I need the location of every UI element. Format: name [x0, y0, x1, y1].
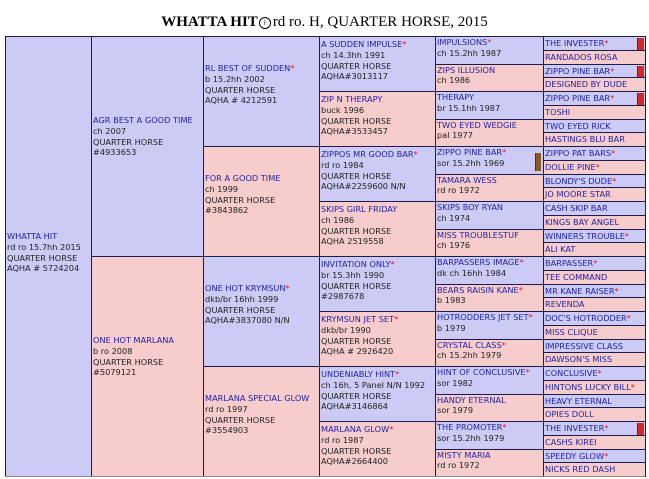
horse-name-link[interactable]: THE INVESTER: [545, 423, 605, 433]
horse-detail-line: sor 15.2hh 1969: [437, 157, 505, 168]
ancestor-gen5-cell[interactable]: [543, 50, 646, 65]
horse-name-link[interactable]: REVENDA: [545, 299, 585, 310]
ancestor-gen5-cell[interactable]: [543, 174, 646, 189]
horse-name-link[interactable]: ONE HOT KRYMSUN: [205, 283, 286, 293]
horse-name-line: [545, 51, 644, 64]
horse-name-line: [205, 283, 318, 294]
ancestor-gen5-cell[interactable]: [543, 36, 646, 51]
horse-detail-line: AQHA#3013117: [321, 71, 388, 82]
star-marker: *: [528, 312, 533, 322]
horse-detail-line: #3843862: [205, 205, 249, 216]
horse-name-line: [545, 395, 644, 408]
subject-horse-cell[interactable]: [5, 36, 92, 477]
horse-detail-line: ch 14.3hh 1991: [321, 49, 386, 60]
star-marker: *: [501, 339, 506, 350]
horse-name-link[interactable]: MISS CLIQUE: [545, 326, 598, 337]
horse-name-line: [545, 92, 644, 105]
star-marker: *: [285, 283, 290, 293]
star-marker: *: [610, 65, 615, 76]
ancestor-gen4-cell[interactable]: [435, 366, 544, 395]
horse-name-line: [93, 115, 202, 126]
star-marker: *: [390, 259, 395, 269]
horse-name-link[interactable]: BARPASSER: [545, 258, 594, 268]
horse-detail-line: QUARTER HORSE: [321, 60, 392, 71]
horse-name-link[interactable]: MARLANA GLOW: [321, 424, 390, 434]
horse-detail-line: b 1983: [437, 295, 466, 306]
horse-name-link[interactable]: TOSHI: [545, 106, 571, 117]
horse-detail-line: AQHA#3146864: [321, 401, 388, 412]
horse-detail-line: QUARTER HORSE: [321, 335, 392, 346]
ancestor-gen4-cell[interactable]: [435, 449, 544, 478]
horse-name-line: [437, 422, 542, 433]
horse-name-line: [321, 259, 434, 270]
horse-name-link[interactable]: BARPASSERS IMAGE: [437, 257, 520, 267]
horse-name-link[interactable]: ZIPPO PINE BAR: [545, 93, 611, 103]
horse-name-link[interactable]: ZIPPO PINE BAR: [437, 147, 503, 157]
horse-detail-line: QUARTER HORSE: [93, 356, 164, 367]
star-marker: *: [624, 230, 629, 241]
horse-name-link[interactable]: MISTY MARIA: [437, 449, 491, 460]
sire-dam-gen1-cell[interactable]: [91, 256, 204, 477]
ancestor-gen4-cell[interactable]: [435, 311, 544, 340]
star-marker: *: [604, 38, 609, 48]
horse-name-line: [7, 231, 90, 242]
horse-name-link[interactable]: AGR BEST A GOOD TIME: [93, 115, 193, 125]
horse-name-link[interactable]: HEAVY ETERNAL: [545, 395, 612, 406]
horse-name-link[interactable]: A SUDDEN IMPULSE: [321, 39, 403, 49]
horse-name-link[interactable]: BEARS RAISIN KANE: [437, 284, 519, 295]
horse-detail-line: sor 1982: [437, 377, 474, 388]
horse-name-line: [545, 257, 644, 270]
star-marker: *: [612, 175, 617, 186]
horse-name-link[interactable]: ZIPPOS MR GOOD BAR: [321, 149, 414, 159]
horse-name-line: [321, 149, 434, 160]
horse-name-link[interactable]: WHATTA HIT: [7, 231, 58, 241]
horse-name-line: [545, 37, 644, 50]
great-grandparent-gen3-cell[interactable]: [319, 201, 436, 257]
horse-name-line: [545, 353, 644, 366]
ancestor-gen5-cell[interactable]: [543, 91, 646, 106]
horse-name-line: [437, 395, 542, 406]
horse-detail-line: QUARTER HORSE: [205, 414, 276, 425]
horse-name-link[interactable]: CASH SKIP BAR: [545, 203, 608, 213]
horse-name-link[interactable]: THERAPY: [437, 92, 475, 102]
ancestor-gen4-cell[interactable]: [435, 284, 544, 313]
horse-name-line: [205, 173, 318, 184]
horse-name-line: [437, 147, 542, 158]
ancestor-gen4-cell[interactable]: [435, 339, 544, 368]
horse-name-line: [545, 230, 644, 243]
star-marker: *: [610, 93, 615, 103]
horse-name-link[interactable]: INVITATION ONLY: [321, 259, 391, 269]
horse-detail-line: #3554903: [205, 425, 249, 436]
horse-detail-line: #4933653: [93, 147, 137, 158]
ancestor-gen5-cell[interactable]: [543, 187, 646, 202]
star-marker: *: [593, 258, 598, 268]
horse-name-link[interactable]: DAWSON'S MISS: [545, 354, 613, 365]
ancestor-gen4-cell[interactable]: [435, 36, 544, 65]
red-flag-icon: [637, 423, 644, 435]
horse-detail-line: QUARTER HORSE: [321, 390, 392, 401]
horse-detail-line: QUARTER HORSE: [205, 304, 276, 315]
horse-detail-line: b 15.2hh 2002: [205, 73, 265, 84]
horse-name-line: [437, 340, 542, 351]
ancestor-gen5-cell[interactable]: [543, 119, 646, 134]
horse-detail-line: rd ro 1972: [437, 460, 480, 471]
horse-name-line: [545, 106, 644, 119]
star-marker: *: [394, 314, 399, 324]
horse-name-line: [205, 63, 318, 74]
ancestor-gen4-cell[interactable]: [435, 229, 544, 258]
horse-name-link[interactable]: ZIP N THERAPY: [321, 94, 383, 104]
horse-name-link[interactable]: ZIPS ILLUSION: [437, 64, 496, 75]
horse-name-line: [205, 393, 318, 404]
ancestor-gen5-cell[interactable]: [543, 146, 646, 161]
ancestor-gen4-cell[interactable]: [435, 421, 544, 450]
horse-name-link[interactable]: RANDADOS ROSA: [545, 51, 618, 62]
horse-name-link[interactable]: KINGS BAY ANGEL: [545, 216, 620, 227]
horse-name-line: [545, 312, 644, 325]
horse-detail-line: dk ch 16hh 1984: [437, 267, 507, 278]
ancestor-gen5-cell[interactable]: [543, 325, 646, 340]
horse-name-link[interactable]: MARLANA SPECIAL GLOW: [205, 393, 310, 403]
horse-detail-line: rd ro 1972: [437, 185, 480, 196]
horse-detail-line: ch 1974: [437, 212, 471, 223]
horse-name-link[interactable]: ALI KAT: [545, 244, 576, 255]
great-grandparent-gen3-cell[interactable]: [319, 146, 436, 202]
ancestor-gen5-cell[interactable]: [543, 160, 646, 175]
star-marker: *: [519, 257, 524, 267]
horse-detail-line: AQHA#3837080 N/N: [205, 315, 290, 326]
grandparent-gen2-cell[interactable]: [203, 256, 320, 367]
horse-name-line: [545, 422, 644, 435]
horse-name-line: [545, 450, 644, 463]
ancestor-gen5-cell[interactable]: [543, 462, 646, 477]
horse-name-line: [437, 92, 542, 103]
horse-name-link[interactable]: UNDENIABLY HINT: [321, 369, 396, 379]
horse-name-line: [321, 204, 434, 215]
ancestor-gen5-cell[interactable]: [543, 394, 646, 409]
grandparent-gen2-cell[interactable]: [203, 146, 320, 257]
horse-name-line: [545, 340, 644, 353]
horse-name-line: [545, 133, 644, 146]
horse-detail-line: ch 1999: [205, 183, 239, 194]
horse-name-line: [437, 65, 542, 76]
star-marker: *: [626, 313, 631, 323]
horse-detail-line: AQHA 2519558: [321, 236, 384, 247]
horse-name-link[interactable]: DOLLIE PINE: [545, 161, 596, 172]
ancestor-gen4-cell[interactable]: [435, 119, 544, 148]
star-marker: *: [518, 284, 523, 295]
star-marker: *: [402, 39, 407, 49]
horse-name-link[interactable]: NICKS RED DASH: [545, 464, 616, 475]
horse-name-line: [545, 298, 644, 311]
horse-name-link[interactable]: HINT OF CONCLUSIVE: [437, 367, 526, 377]
horse-name-line: [545, 271, 644, 284]
horse-detail-line: br 15.1hh 1987: [437, 102, 501, 113]
ancestor-gen5-cell[interactable]: [543, 284, 646, 299]
sire-dam-gen1-cell[interactable]: [91, 36, 204, 257]
horse-name-line: [545, 216, 644, 229]
horse-detail-line: rd ro 1984: [321, 159, 364, 170]
horse-name-line: [545, 463, 644, 476]
horse-name-line: [437, 175, 542, 186]
horse-name-link[interactable]: TEE COMMAND: [545, 271, 608, 282]
title-horse-name: WHATTA HIT: [161, 14, 258, 30]
horse-name-line: [437, 37, 542, 48]
ancestor-gen5-cell[interactable]: [543, 421, 646, 436]
horse-name-link[interactable]: DOC'S HOTRODDER: [545, 313, 627, 323]
ancestor-gen5-cell[interactable]: [543, 270, 646, 285]
horse-name-line: [437, 202, 542, 213]
star-marker: *: [604, 423, 609, 433]
horse-name-link[interactable]: KRYMSUN JET SET: [321, 314, 395, 324]
horse-detail-line: QUARTER HORSE: [205, 194, 276, 205]
great-grandparent-gen3-cell[interactable]: [319, 311, 436, 367]
horse-name-line: [545, 436, 644, 449]
star-marker: *: [604, 450, 609, 461]
star-marker: *: [502, 147, 507, 157]
horse-name-line: [321, 39, 434, 50]
great-grandparent-gen3-cell[interactable]: [319, 91, 436, 147]
ancestor-gen5-cell[interactable]: [543, 435, 646, 450]
horse-name-link[interactable]: WINNERS TROUBLE: [545, 230, 625, 241]
ancestor-gen5-cell[interactable]: [543, 311, 646, 326]
horse-detail-line: QUARTER HORSE: [321, 225, 392, 236]
horse-detail-line: rd ro 1997: [205, 403, 248, 414]
horse-name-link[interactable]: TAMARA WESS: [437, 174, 497, 185]
horse-name-link[interactable]: IMPRESSIVE CLASS: [545, 340, 623, 351]
horse-name-line: [437, 285, 542, 296]
horse-name-line: [437, 230, 542, 241]
horse-name-link[interactable]: BLONDY'S DUDE: [545, 175, 613, 186]
horse-name-link[interactable]: ZIPPO PAT BARS: [545, 148, 612, 158]
horse-name-line: [437, 257, 542, 268]
star-marker: *: [487, 37, 492, 47]
ancestor-gen5-cell[interactable]: [543, 256, 646, 271]
horse-detail-line: ch 15.2hh 1987: [437, 47, 502, 58]
ancestor-gen4-cell[interactable]: [435, 174, 544, 203]
horse-name-line: [545, 120, 644, 133]
horse-detail-line: QUARTER HORSE: [321, 280, 392, 291]
horse-detail-line: dkb/br 16hh 1999: [205, 293, 279, 304]
horse-name-link[interactable]: JO MOORE STAR: [545, 189, 611, 200]
horse-name-link[interactable]: HANDY ETERNAL: [437, 394, 506, 405]
horse-detail-line: QUARTER HORSE: [205, 84, 276, 95]
horse-name-link[interactable]: THE INVESTER: [545, 38, 605, 48]
star-marker: *: [630, 381, 635, 392]
ancestor-gen5-cell[interactable]: [543, 407, 646, 422]
ancestor-gen4-cell[interactable]: [435, 256, 544, 285]
horse-detail-line: QUARTER HORSE: [93, 136, 164, 147]
star-marker: *: [595, 161, 600, 172]
horse-name-link[interactable]: RL BEST OF SUDDEN: [205, 63, 291, 73]
star-marker: *: [614, 285, 619, 296]
horse-name-link[interactable]: TWO EYED WEDGIE: [437, 119, 517, 130]
horse-name-link[interactable]: THE PROMOTER: [437, 422, 503, 432]
horse-detail-line: sor 1979: [437, 405, 474, 416]
ancestor-gen5-cell[interactable]: [543, 242, 646, 257]
horse-name-link[interactable]: OPIES DOLL: [545, 409, 594, 420]
horse-name-line: [545, 65, 644, 78]
horse-detail-line: br 15.3hh 1990: [321, 269, 385, 280]
horse-detail-line: AQHA#2664400: [321, 456, 388, 467]
horse-detail-line: dkb/br 1990: [321, 324, 371, 335]
pedigree-chart: [5, 36, 645, 476]
horse-name-line: [545, 381, 644, 394]
horse-name-line: [321, 424, 434, 435]
horse-name-line: [545, 408, 644, 421]
great-grandparent-gen3-cell[interactable]: [319, 256, 436, 312]
horse-name-link[interactable]: HASTINGS BLU BAR: [545, 134, 625, 145]
ancestor-gen5-cell[interactable]: [543, 229, 646, 244]
horse-detail-line: AQHA # 4212591: [205, 95, 278, 106]
ancestor-gen5-cell[interactable]: [543, 105, 646, 120]
title-description: rd ro. H, QUARTER HORSE, 2015: [272, 14, 488, 30]
horse-name-line: [321, 94, 434, 105]
horse-name-link[interactable]: SKIPS GIRL FRIDAY: [321, 204, 398, 214]
horse-name-line: [545, 202, 644, 215]
horse-detail-line: AQHA#2259600 N/N: [321, 181, 406, 192]
ancestor-gen5-cell[interactable]: [543, 380, 646, 395]
brown-flag-icon: [535, 153, 541, 171]
horse-name-link[interactable]: HOTRODDERS JET SET: [437, 312, 529, 322]
horse-detail-line: rd ro 1987: [321, 434, 364, 445]
horse-detail-line: ch 1986: [437, 75, 471, 86]
horse-detail-line: sor 15.2hh 1979: [437, 432, 505, 443]
ancestor-gen4-cell[interactable]: [435, 394, 544, 423]
ancestor-gen5-cell[interactable]: [543, 215, 646, 230]
ancestor-gen5-cell[interactable]: [543, 366, 646, 381]
horse-name-line: [545, 326, 644, 339]
horse-name-link[interactable]: ONE HOT MARLANA: [93, 335, 174, 345]
horse-name-line: [545, 285, 644, 298]
horse-detail-line: ch 16h, 5 Panel N/N 1992: [321, 379, 426, 390]
ancestor-gen5-cell[interactable]: [543, 297, 646, 312]
horse-name-link[interactable]: IMPULSIONS: [437, 37, 488, 47]
great-grandparent-gen3-cell[interactable]: [319, 421, 436, 477]
star-marker: *: [389, 424, 394, 434]
horse-name-line: [545, 243, 644, 256]
ancestor-gen5-cell[interactable]: [543, 449, 646, 464]
ancestor-gen5-cell[interactable]: [543, 352, 646, 367]
horse-name-link[interactable]: CRYSTAL CLASS: [437, 339, 502, 350]
horse-name-link[interactable]: DESIGNED BY DUDE: [545, 79, 628, 90]
horse-detail-line: QUARTER HORSE: [321, 115, 392, 126]
star-marker: *: [611, 148, 616, 158]
great-grandparent-gen3-cell[interactable]: [319, 36, 436, 92]
star-marker: *: [525, 367, 530, 377]
horse-name-line: [545, 367, 644, 380]
horse-detail-line: QUARTER HORSE: [321, 170, 392, 181]
ancestor-gen5-cell[interactable]: [543, 64, 646, 79]
horse-name-link[interactable]: MISS TROUBLESTUF: [437, 229, 519, 240]
ancestor-gen4-cell[interactable]: [435, 91, 544, 120]
horse-name-line: [545, 188, 644, 201]
info-circle-icon[interactable]: i: [259, 17, 271, 29]
horse-detail-line: b ro 2008: [93, 345, 133, 356]
horse-detail-line: AQHA#3533457: [321, 126, 388, 137]
star-marker: *: [395, 369, 400, 379]
horse-detail-line: ch 2007: [93, 125, 127, 136]
horse-detail-line: QUARTER HORSE: [7, 252, 78, 263]
red-flag-icon: [637, 66, 644, 78]
horse-name-line: [437, 312, 542, 323]
horse-name-line: [93, 335, 202, 346]
horse-detail-line: AQHA # 2926420: [321, 346, 394, 357]
pedigree-title: [0, 14, 649, 31]
ancestor-gen4-cell[interactable]: [435, 64, 544, 93]
bottom-divider: [5, 476, 645, 477]
horse-detail-line: AQHA # 5724204: [7, 263, 80, 274]
horse-detail-line: #2987678: [321, 291, 365, 302]
ancestor-gen5-cell[interactable]: [543, 201, 646, 216]
grandparent-gen2-cell[interactable]: [203, 36, 320, 147]
horse-name-link[interactable]: ZIPPO PINE BAR: [545, 65, 611, 76]
horse-name-link[interactable]: SKIPS BOY RYAN: [437, 202, 504, 212]
ancestor-gen5-cell[interactable]: [543, 132, 646, 147]
horse-name-link[interactable]: FOR A GOOD TIME: [205, 173, 281, 183]
horse-name-line: [545, 161, 644, 174]
horse-name-link[interactable]: CASHS KIREI: [545, 436, 597, 447]
horse-name-line: [437, 450, 542, 461]
star-marker: *: [502, 422, 507, 432]
horse-detail-line: QUARTER HORSE: [321, 445, 392, 456]
horse-detail-line: #5079121: [93, 367, 137, 378]
great-grandparent-gen3-cell[interactable]: [319, 366, 436, 422]
horse-detail-line: ch 15.2hh 1979: [437, 350, 502, 361]
horse-name-link[interactable]: SPEEDY GLOW: [545, 450, 605, 461]
horse-name-line: [437, 120, 542, 131]
horse-name-line: [437, 367, 542, 378]
grandparent-gen2-cell[interactable]: [203, 366, 320, 477]
horse-detail-line: buck 1996: [321, 104, 365, 115]
ancestor-gen5-cell[interactable]: [543, 339, 646, 354]
ancestor-gen4-cell[interactable]: [435, 146, 544, 175]
star-marker: *: [597, 368, 602, 378]
horse-name-line: [321, 369, 434, 380]
red-flag-icon: [637, 93, 644, 105]
red-flag-icon: [637, 38, 644, 50]
star-marker: *: [413, 149, 418, 159]
horse-name-line: [545, 78, 644, 91]
star-marker: *: [290, 63, 295, 73]
horse-detail-line: ch 1976: [437, 240, 471, 251]
horse-name-link[interactable]: MR KANE RAISER: [545, 285, 615, 296]
horse-detail-line: ch 1986: [321, 214, 355, 225]
ancestor-gen5-cell[interactable]: [543, 77, 646, 92]
horse-name-line: [545, 147, 644, 160]
horse-name-line: [545, 175, 644, 188]
horse-detail-line: pal 1977: [437, 130, 473, 141]
horse-name-link[interactable]: CONCLUSIVE: [545, 368, 598, 378]
horse-detail-line: rd ro 15.7hh 2015: [7, 241, 81, 252]
horse-detail-line: b 1979: [437, 322, 466, 333]
horse-name-link[interactable]: TWO EYED RICK: [545, 120, 611, 131]
horse-name-line: [321, 314, 434, 325]
ancestor-gen4-cell[interactable]: [435, 201, 544, 230]
horse-name-link[interactable]: HINTONS LUCKY BILL: [545, 381, 631, 392]
